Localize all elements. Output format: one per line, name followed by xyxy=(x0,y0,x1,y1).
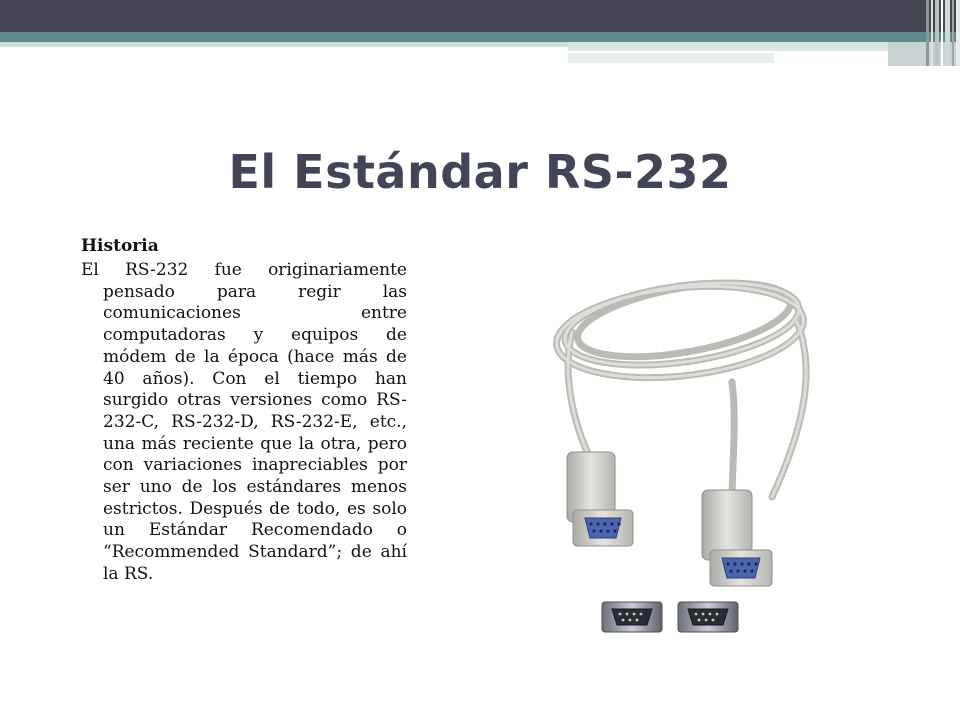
slide-title: El Estándar RS-232 xyxy=(228,145,732,199)
serial-cable-photo-icon xyxy=(532,262,828,644)
header-stripes xyxy=(926,0,960,66)
header-bar-light xyxy=(568,42,888,53)
section-heading: Historia xyxy=(81,236,159,256)
header-bar-light xyxy=(568,53,774,63)
header-bar-teal xyxy=(0,32,960,42)
body-paragraph: El RS-232 fue originariamente pensado para regir las comunicaciones entre computadoras y equipos de módem de la época (hace más de 40 años). Con el tiempo han surgido otras versiones como RS-232-C, RS-232-D, RS-232-E, etc., una más reciente que la otra, pero con variaciones inapreciables por ser uno de los estándares menos estrictos. Después de todo, es solo un Estándar Recomendado o “Recommended Standard”; de ahí la RS. xyxy=(81,260,407,584)
header-bar-light xyxy=(0,42,568,47)
header-bar-dark xyxy=(0,0,960,32)
